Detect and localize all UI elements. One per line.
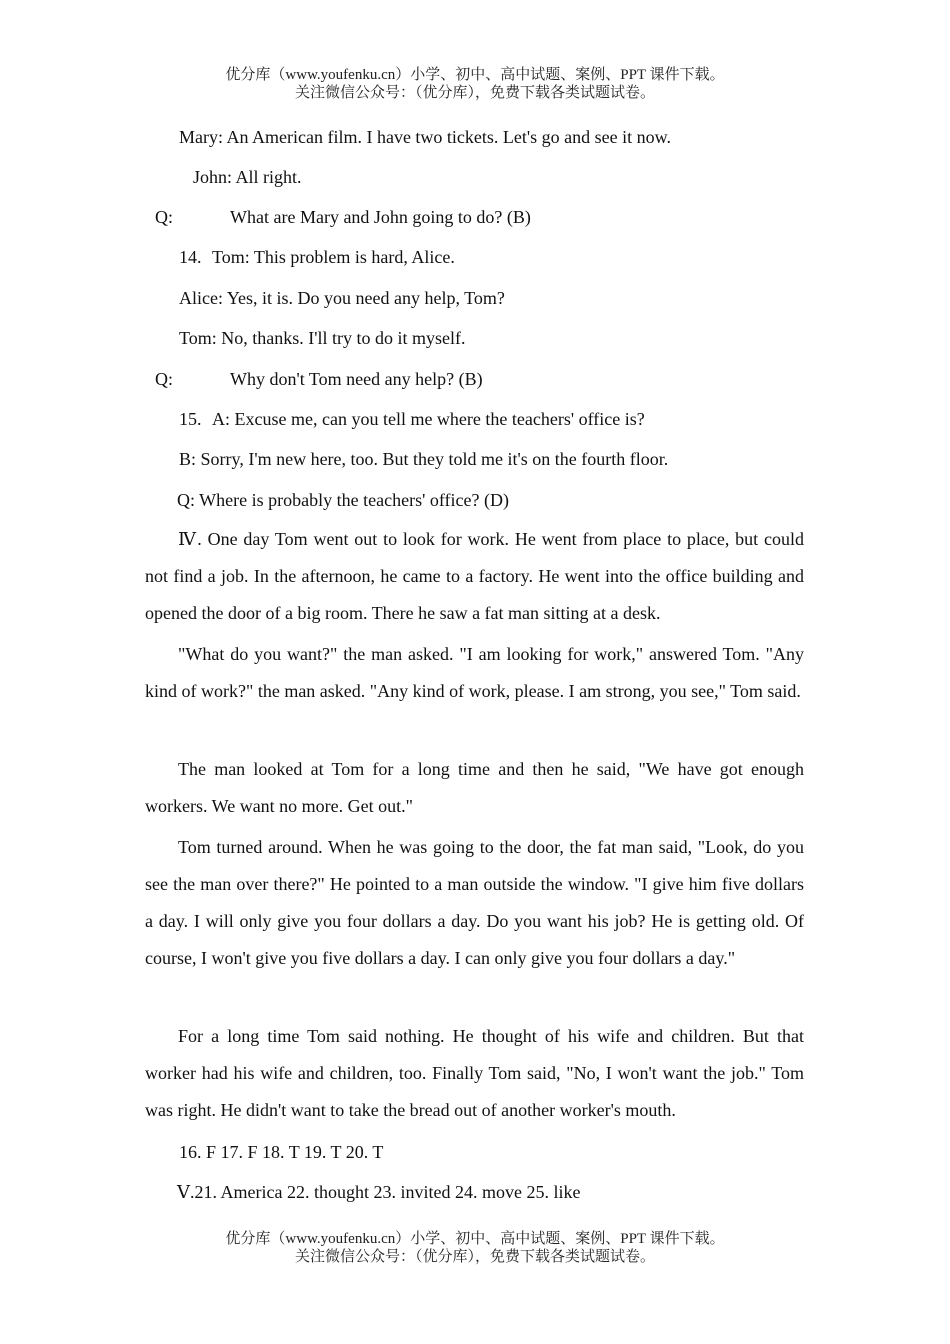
passage-paragraph-1: Ⅳ. One day Tom went out to look for work. He went from place to place, but could not find a job. In the afternoon, he came to a factory. He went into the office building and opened the door of a big room. There he saw a fat man sitting at a desk. (145, 529, 804, 623)
item-14-text: Tom: This problem is hard, Alice. (212, 247, 455, 267)
question-label-13: Q: (155, 207, 173, 227)
dialogue-john: John: All right. (193, 167, 302, 187)
page-footer (0, 1230, 950, 1266)
question-text-13: What are Mary and John going to do? (B) (230, 207, 531, 227)
dialogue-mary: Mary: An American film. I have two tickets. Let's go and see it now. (179, 127, 671, 147)
header-line-1: 优分库（www.youfenku.cn）小学、初中、高中试题、案例、PPT 课件下载。 (225, 67, 725, 83)
passage-paragraph-5: For a long time Tom said nothing. He thought of his wife and children. But that worker had his wife and children, too. Finally Tom said, "No, I won't want the job." Tom was right. He didn't want to take the bread out of another worker's mouth. (145, 1026, 804, 1120)
dialogue-alice: Alice: Yes, it is. Do you need any help, Tom? (179, 288, 505, 308)
item-15-text: A: Excuse me, can you tell me where the teachers' office is? (212, 409, 645, 429)
footer-line-2: 关注微信公众号：（优分库），免费下载各类试题试卷。 (294, 1249, 655, 1265)
passage-paragraph-2: "What do you want?" the man asked. "I am looking for work," answered Tom. "Any kind of work?" the man asked. "Any kind of work, please. I am strong, you see," Tom said. (145, 644, 804, 701)
answers-section-4: 16. F 17. F 18. T 19. T 20. T (179, 1142, 384, 1162)
item-14-number: 14. (179, 247, 202, 267)
item-15-number: 15. (179, 409, 202, 429)
question-15: Q: Where is probably the teachers' office? (D) (177, 490, 509, 510)
footer-line-1: 优分库（www.youfenku.cn）小学、初中、高中试题、案例、PPT 课件下载。 (225, 1231, 725, 1247)
passage-paragraph-3: The man looked at Tom for a long time and then he said, "We have got enough workers. We want no more. Get out." (145, 759, 804, 816)
dialogue-tom: Tom: No, thanks. I'll try to do it myself. (179, 328, 466, 348)
header-line-2: 关注微信公众号：（优分库），免费下载各类试题试卷。 (294, 85, 655, 101)
answers-section-5: Ⅴ.21. America 22. thought 23. invited 24. move 25. like (177, 1182, 581, 1202)
question-text-14: Why don't Tom need any help? (B) (230, 369, 483, 389)
dialogue-b15: B: Sorry, I'm new here, too. But they told me it's on the fourth floor. (179, 449, 669, 469)
passage-paragraph-4: Tom turned around. When he was going to the door, the fat man said, "Look, do you see the man over there?" He pointed to a man outside the window. "I give him five dollars a day. I will only give you four dollars a day. Do you want his job? He is getting old. Of course, I won't give you five dollars a day. I can only give you four dollars a day." (145, 837, 804, 968)
page-header (0, 66, 950, 102)
question-label-14: Q: (155, 369, 173, 389)
